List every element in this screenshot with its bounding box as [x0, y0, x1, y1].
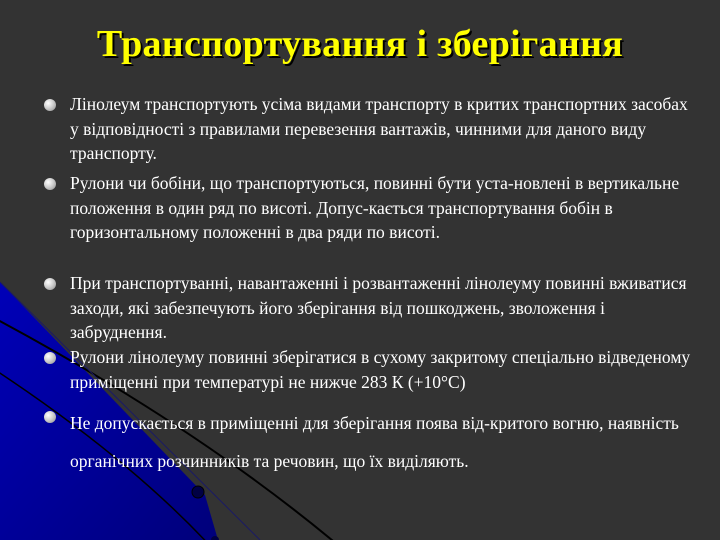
bullet-item: Рулони чи бобіни, що транспортуються, повинні бути уста-новлені в вертикальне положення в один ряд по висоті. Допус-кається транспортування бобін в горизонтальному положенні в два ряди по висоті.	[70, 173, 680, 242]
bullet-item: Рулони лінолеуму повинні зберігатися в сухому закритому спеціально відведеному приміщенні при температурі не нижче 283 К (+10°С)	[70, 347, 691, 392]
bullet-dot-icon	[44, 278, 56, 290]
slide-title: Транспортування і зберігання	[96, 23, 624, 65]
bullet-dot-icon	[44, 411, 56, 423]
bullet-dot-icon	[44, 99, 56, 111]
bullet-item: Не допускається в приміщенні для зберігання поява від-критого вогню, наявність органічних розчинників та речовин, що їх виділяють.	[70, 413, 679, 471]
bullet-item: Лінолеум транспортують усіма видами транспорту в критих транспортних засобах у відповідності з правилами перевезення вантажів, чинними для даного виду транспорту.	[70, 94, 688, 163]
bullet-dot-icon	[44, 178, 56, 190]
bullet-item: При транспортуванні, навантаженні і розвантаженні лінолеуму повинні вживатися заходи, які забезпечують його зберігання від пошкоджень, зволоження і забруднення.	[70, 273, 687, 342]
bullet-dot-icon	[44, 352, 56, 364]
